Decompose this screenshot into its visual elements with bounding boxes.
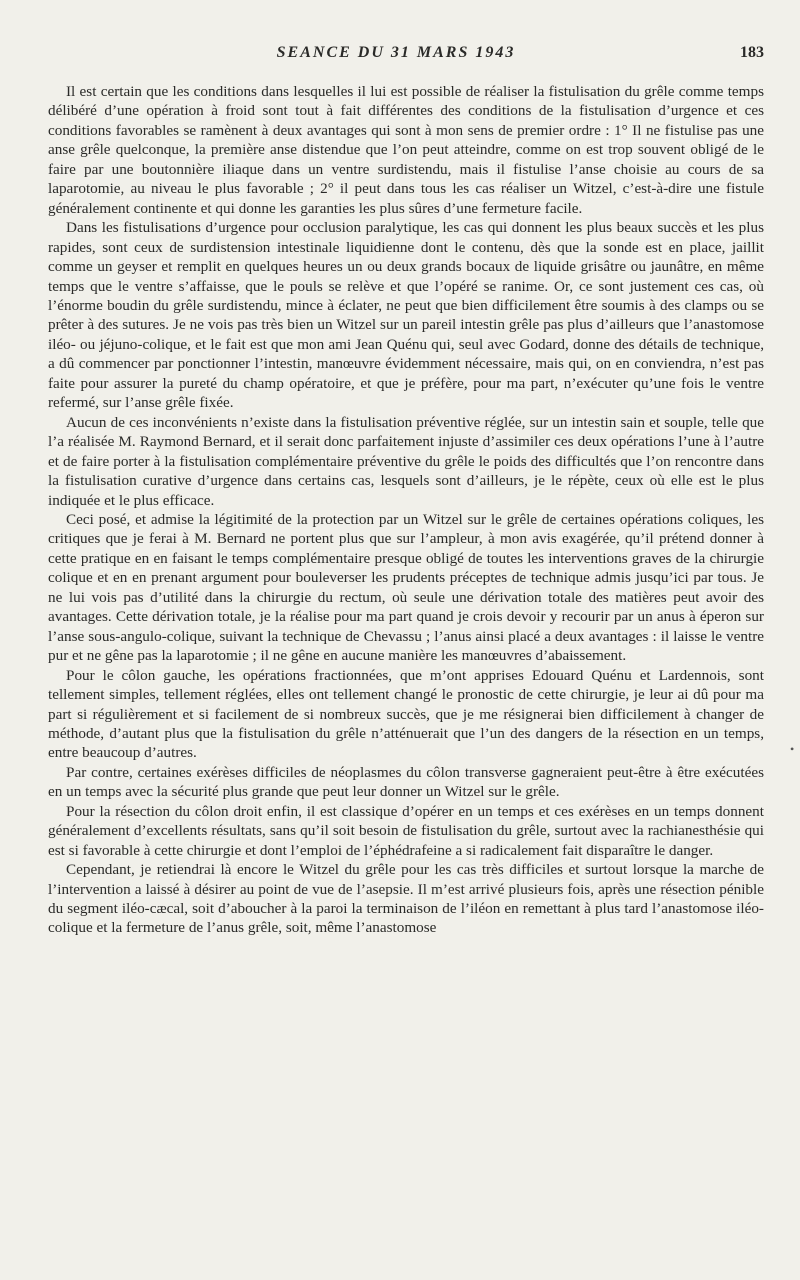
running-head (48, 44, 764, 72)
running-header-title: SEANCE DU 31 MARS 1943 (276, 44, 516, 61)
paragraph-8: Cependant, je retiendrai là encore le Witzel du grêle pour les cas très difficiles et surtout lorsque la marche de l’intervention a laissé à désirer au point de vue de l’asepsie. Il m’est arrivé plusieurs fois, après une résection pénible du segment iléo-cæcal, soit d’aboucher à la paroi la terminaison de l’iléon en remettant à plus tard l’anastomose iléo-colique et la fermeture de l’anus grêle, soit, même l’anastomose (48, 861, 764, 937)
paragraph-6: Par contre, certaines exérèses difficiles de néoplasmes du côlon transverse gagneraient peut-être à être exécutées en un temps avec la sécurité plus grande que peut leur donner un Witzel sur le grêle. (48, 763, 764, 801)
page-number: 183 (740, 44, 764, 61)
paragraph-2: Dans les fistulisations d’urgence pour occlusion paralytique, les cas qui donnent les plus beaux succès et les plus rapides, sont ceux de surdistension intestinale liquidienne dont le contenu, dès que la sonde est en place, jaillit comme un geyser et remplit en quelques heures un ou deux grands bocaux de liquide grisâtre ou jaunâtre, en même temps que le ventre s’affaisse, que le pouls se relève et que l’opéré se ranime. Or, ce sont justement ces cas, où l’énorme boudin du grêle surdistendu, mince à éclater, ne peut que bien difficilement être soumis à des clamps ou se prêter à des sutures. Je ne vois pas très bien un Witzel sur un pareil intestin grêle pas plus d’ailleurs que l’anastomose iléo- ou jéjuno-colique, et le fait est que mon ami Jean Quénu qui, seul avec Godard, donne des détails de technique, a dû commencer par ponctionner l’intestin, manœuvre évidemment nécessaire, mais qui, on en conviendra, n’est pas faite pour assurer la pureté du champ opératoire, et que je préfère, pour ma part, n’exécuter qu’une fois le ventre refermé, sur l’anse grêle fixée. (48, 219, 764, 412)
paragraph-3: Aucun de ces inconvénients n’existe dans la fistulisation préventive réglée, sur un intestin sain et souple, telle que l’a réalisée M. Raymond Bernard, et il serait donc parfaitement injuste d’assimiler ces deux opérations l’une à l’autre et de faire porter à la fistulisation complémentaire préventive du grêle le poids des difficultés que l’on rencontre dans la fistulisation curative d’urgence dans certains cas, lesquels sont d’ailleurs, je le répète, ceux où elle est le plus indiquée et le plus efficace. (48, 413, 764, 509)
paragraph-4: Ceci posé, et admise la légitimité de la protection par un Witzel sur le grêle de certaines opérations coliques, les critiques que je ferai à M. Bernard ne portent plus que sur l’ampleur, à mon avis exagérée, qu’il prétend donner à cette pratique en en faisant le temps complémentaire presque obligé de toutes les interventions graves de la chirurgie colique et en en prenant argument pour bouleverser les prudents préceptes de technique admis jusqu’ici par tous. Je ne lui vois pas d’utilité dans la chirurgie du rectum, où seule une dérivation totale des matières peut avoir des avantages. Cette dérivation totale, je la réalise pour ma part quand je crois devoir y recourir par un anus à éperon sur l’anse sous-angulo-colique, suivant la technique de Chevassu ; l’anus ainsi placé a deux avantages : il laisse le ventre pur et ne gêne pas la laparotomie ; il ne gêne en aucune manière les manœuvres d’abaissement. (48, 510, 764, 665)
margin-dot: • (790, 742, 795, 756)
paragraph-7: Pour la résection du côlon droit enfin, il est classique d’opérer en un temps et ces exérèses en un temps donnent généralement d’excellents résultats, sans qu’il soit besoin de fistulisation du grêle, surtout avec la rachianesthésie qui est si favorable à cette chirurgie et dont l’emploi de l’éphédrafeine a si radicalement fait disparaître le danger. (48, 802, 764, 859)
body-text (48, 82, 764, 938)
paragraph-1: Il est certain que les conditions dans lesquelles il lui est possible de réaliser la fistulisation du grêle comme temps délibéré d’une opération à froid sont tout à fait différentes des conditions de la fistulisation d’urgence et ces conditions favorables se ramènent à deux avantages qui sont à mon sens de premier ordre : 1° Il ne fistulise pas une anse grêle quelconque, la première anse distendue que l’on peut atteindre, comme on est trop souvent obligé de le faire par une boutonnière iliaque dans un ventre surdistendu, mais il fistulise l’anse choisie au cours de sa laparotomie, au niveau le plus favorable ; 2° il peut dans tous les cas réaliser un Witzel, c’est-à-dire une fistule généralement continente et qui donne les garanties les plus sûres d’une fermeture facile. (48, 83, 764, 217)
paragraph-5: Pour le côlon gauche, les opérations fractionnées, que m’ont apprises Edouard Quénu et Lardennois, sont tellement simples, tellement réglées, elles ont tellement changé le pronostic de cette chirurgie, je leur ai dû pour ma part si régulièrement et si facilement de si nombreux succès, que je me résignerai bien difficilement à changer de méthode, d’autant plus que la fistulisation du grêle n’atténuerait que l’un des dangers de la résection en un temps, entre beaucoup d’autres. (48, 666, 764, 762)
